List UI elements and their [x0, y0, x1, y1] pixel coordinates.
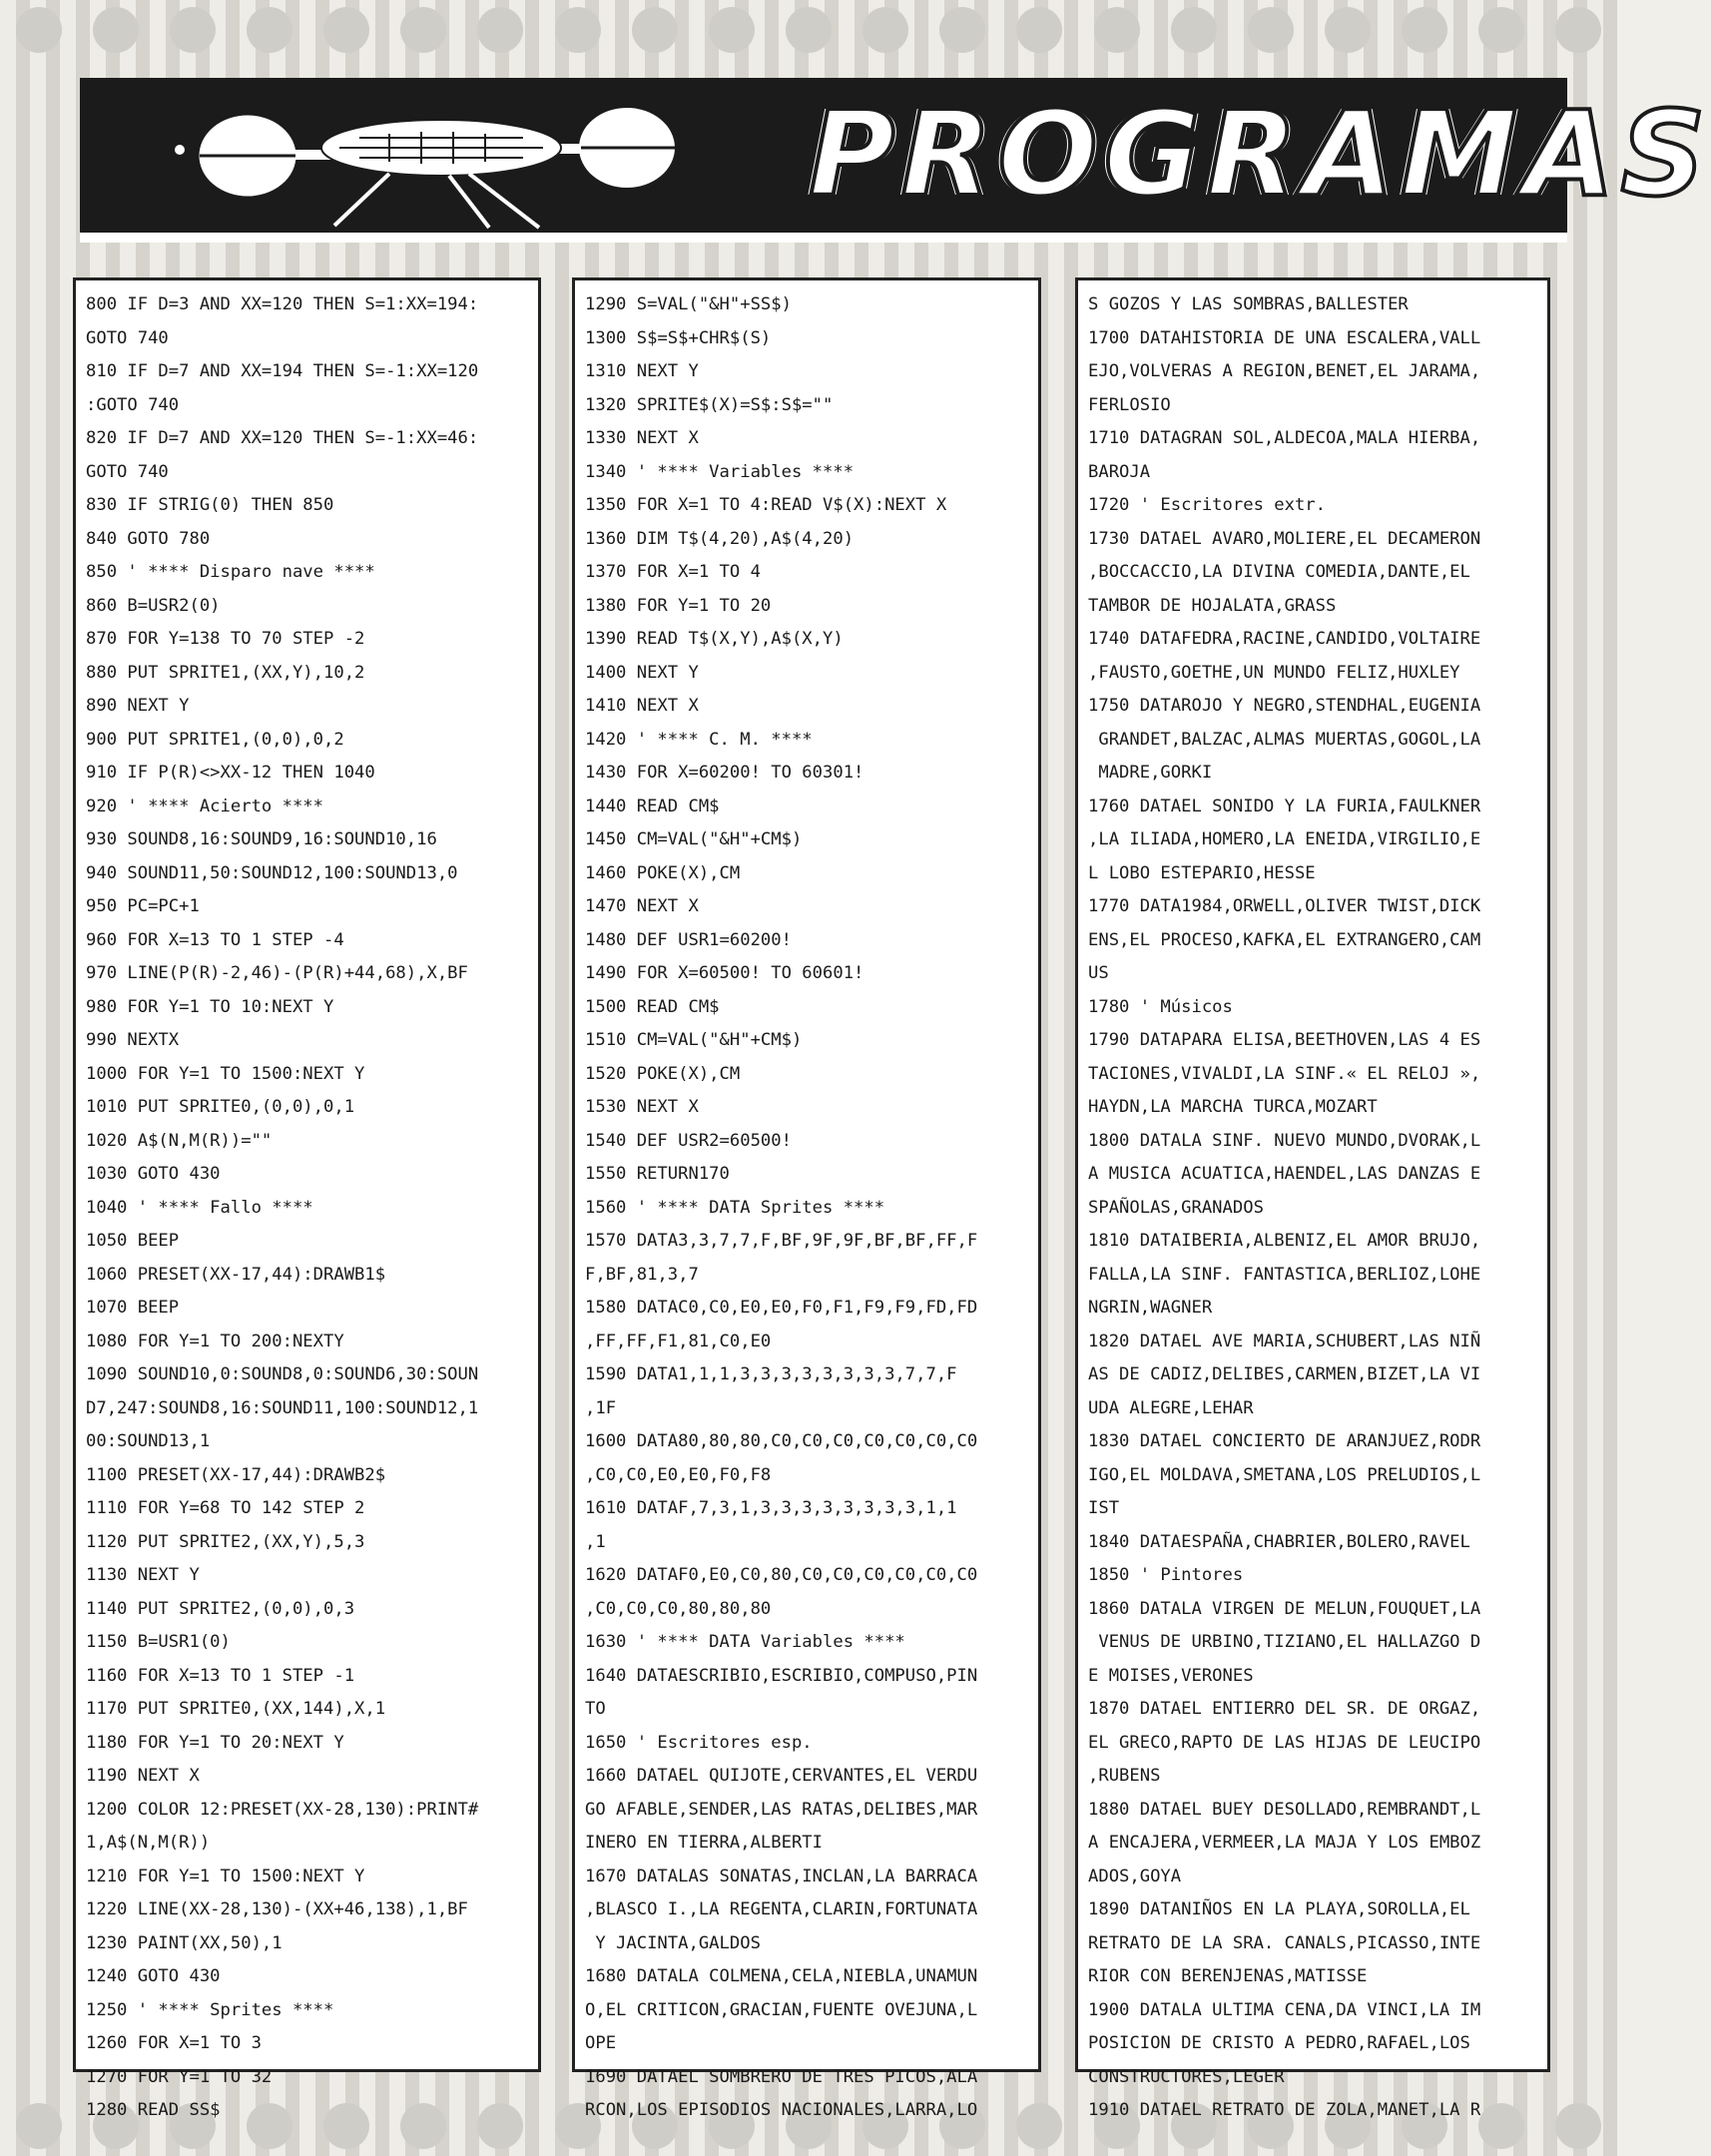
code-line: A MUSICA ACUATICA,HAENDEL,LAS DANZAS E — [1088, 1164, 1481, 1184]
code-line: 1670 DATALAS SONATAS,INCLAN,LA BARRACA — [585, 1866, 978, 1886]
code-line: 1320 SPRITE$(X)=S$:S$="" — [585, 394, 834, 415]
code-line: 1160 FOR X=13 TO 1 STEP -1 — [86, 1665, 355, 1686]
code-line: 1480 DEF USR1=60200! — [585, 929, 792, 950]
code-line: ,BOCCACCIO,LA DIVINA COMEDIA,DANTE,EL — [1088, 562, 1470, 582]
code-line: 1810 DATAIBERIA,ALBENIZ,EL AMOR BRUJO, — [1088, 1231, 1481, 1251]
code-line: 1740 DATAFEDRA,RACINE,CANDIDO,VOLTAIRE — [1088, 629, 1481, 649]
code-line: 1750 DATAROJO Y NEGRO,STENDHAL,EUGENIA — [1088, 696, 1481, 716]
code-line: 1400 NEXT Y — [585, 662, 699, 683]
code-line: 1660 DATAEL QUIJOTE,CERVANTES,EL VERDU — [585, 1766, 978, 1786]
code-line: ,FAUSTO,GOETHE,UN MUNDO FELIZ,HUXLEY — [1088, 662, 1460, 683]
code-line: 960 FOR X=13 TO 1 STEP -4 — [86, 929, 344, 950]
code-line: 1550 RETURN170 — [585, 1164, 730, 1184]
decorative-dot — [1478, 7, 1524, 53]
decorative-dot — [709, 7, 755, 53]
code-line: 1650 ' Escritores esp. — [585, 1732, 813, 1753]
code-line: 1250 ' **** Sprites **** — [86, 1999, 334, 2020]
code-line: 1410 NEXT X — [585, 696, 699, 716]
code-line: 990 NEXTX — [86, 1030, 180, 1050]
code-line: TACIONES,VIVALDI,LA SINF.« EL RELOJ », — [1088, 1063, 1481, 1084]
code-line: VENUS DE URBINO,TIZIANO,EL HALLAZGO D — [1088, 1632, 1481, 1652]
code-line: 970 LINE(P(R)-2,46)-(P(R)+44,68),X,BF — [86, 963, 468, 983]
decorative-dot — [632, 7, 678, 53]
code-line: 840 GOTO 780 — [86, 528, 211, 549]
code-line: F,BF,81,3,7 — [585, 1264, 699, 1285]
code-line: IST — [1088, 1498, 1120, 1518]
code-line: RETRATO DE LA SRA. CANALS,PICASSO,INTE — [1088, 1932, 1481, 1953]
decorative-dot — [1094, 7, 1140, 53]
code-line: 1220 LINE(XX-28,130)-(XX+46,138),1,BF — [86, 1899, 468, 1919]
code-line: 830 IF STRIG(0) THEN 850 — [86, 495, 334, 515]
code-line: 920 ' **** Acierto **** — [86, 796, 323, 816]
code-line: 1330 NEXT X — [585, 428, 699, 448]
code-line: 1470 NEXT X — [585, 896, 699, 916]
decorative-dot — [170, 7, 216, 53]
code-line: 1370 FOR X=1 TO 4 — [585, 562, 761, 582]
code-line: FERLOSIO — [1088, 394, 1171, 415]
code-line: S GOZOS Y LAS SOMBRAS,BALLESTER — [1088, 294, 1409, 314]
code-line: Y JACINTA,GALDOS — [585, 1932, 761, 1953]
code-line: 890 NEXT Y — [86, 696, 190, 716]
decorative-dot — [1248, 7, 1294, 53]
code-line: 1090 SOUND10,0:SOUND8,0:SOUND6,30:SOUN — [86, 1364, 479, 1384]
decorative-dot — [1555, 2103, 1601, 2149]
code-line: 1640 DATAESCRIBIO,ESCRIBIO,COMPUSO,PIN — [585, 1665, 978, 1686]
code-line: 800 IF D=3 AND XX=120 THEN S=1:XX=194: — [86, 294, 479, 314]
code-line: 1850 ' Pintores — [1088, 1565, 1244, 1585]
code-line: SPAÑOLAS,GRANADOS — [1088, 1197, 1264, 1218]
code-line: 1760 DATAEL SONIDO Y LA FURIA,FAULKNER — [1088, 796, 1481, 816]
code-line: 1140 PUT SPRITE2,(0,0),0,3 — [86, 1598, 355, 1619]
decorative-dot — [16, 2103, 62, 2149]
decorative-dot — [862, 7, 908, 53]
code-line: 1450 CM=VAL("&H"+CM$) — [585, 829, 803, 849]
code-line: 1360 DIM T$(4,20),A$(4,20) — [585, 528, 855, 549]
code-line: 1580 DATAC0,C0,E0,E0,F0,F1,F9,F9,FD,FD — [585, 1298, 978, 1318]
code-line: 1870 DATAEL ENTIERRO DEL SR. DE ORGAZ, — [1088, 1699, 1481, 1719]
code-line: 940 SOUND11,50:SOUND12,100:SOUND13,0 — [86, 862, 458, 883]
code-line: 1710 DATAGRAN SOL,ALDECOA,MALA HIERBA, — [1088, 428, 1481, 448]
code-line: 1130 NEXT Y — [86, 1565, 200, 1585]
code-line: 1880 DATAEL BUEY DESOLLADO,REMBRANDT,L — [1088, 1799, 1481, 1820]
code-line: GRANDET,BALZAC,ALMAS MUERTAS,GOGOL,LA — [1088, 729, 1481, 750]
code-line: 810 IF D=7 AND XX=194 THEN S=-1:XX=120 — [86, 361, 479, 381]
program-column-3 — [1075, 277, 1550, 2120]
code-line: 1500 READ CM$ — [585, 996, 720, 1017]
decorative-dot — [16, 7, 62, 53]
code-line: 1170 PUT SPRITE0,(XX,144),X,1 — [86, 1699, 386, 1719]
code-line: 1890 DATANIÑOS EN LA PLAYA,SOROLLA,EL — [1088, 1899, 1470, 1919]
code-line: RCON,LOS EPISODIOS NACIONALES,LARRA,LO — [585, 2100, 978, 2120]
top-dot-border — [0, 0, 1617, 60]
code-line: 1240 GOTO 430 — [86, 1966, 221, 1986]
code-line: 1210 FOR Y=1 TO 1500:NEXT Y — [86, 1866, 365, 1886]
code-line: 1350 FOR X=1 TO 4:READ V$(X):NEXT X — [585, 495, 947, 515]
code-line: O,EL CRITICON,GRACIAN,FUENTE OVEJUNA,L — [585, 1999, 978, 2020]
code-line: 1190 NEXT X — [86, 1766, 200, 1786]
decorative-dot — [400, 7, 446, 53]
code-line: 1,A$(N,M(R)) — [86, 1833, 211, 1853]
code-line: 1520 POKE(X),CM — [585, 1063, 741, 1084]
code-line: D7,247:SOUND8,16:SOUND11,100:SOUND12,1 — [86, 1397, 479, 1418]
code-line: 1540 DEF USR2=60500! — [585, 1130, 792, 1151]
code-line: 1780 ' Músicos — [1088, 996, 1233, 1017]
code-line: 950 PC=PC+1 — [86, 896, 200, 916]
code-line: CONSTRUCTORES,LEGER — [1088, 2066, 1285, 2087]
code-line: 1600 DATA80,80,80,C0,C0,C0,C0,C0,C0,C0 — [585, 1431, 978, 1451]
code-line: ,BLASCO I.,LA REGENTA,CLARIN,FORTUNATA — [585, 1899, 978, 1919]
code-line: ,1F — [585, 1397, 617, 1418]
decorative-dot — [1555, 7, 1601, 53]
code-line: 1020 A$(N,M(R))="" — [86, 1130, 273, 1151]
code-line: 1690 DATAEL SOMBRERO DE TRES PICOS,ALA — [585, 2066, 978, 2087]
code-line: L LOBO ESTEPARIO,HESSE — [1088, 862, 1316, 883]
code-line: 850 ' **** Disparo nave **** — [86, 562, 375, 582]
code-line: 1390 READ T$(X,Y),A$(X,Y) — [585, 629, 844, 649]
code-line: OPE — [585, 2033, 617, 2053]
code-line: 1100 PRESET(XX-17,44):DRAWB2$ — [86, 1464, 386, 1485]
code-line: ,LA ILIADA,HOMERO,LA ENEIDA,VIRGILIO,E — [1088, 829, 1481, 849]
code-line: 1700 DATAHISTORIA DE UNA ESCALERA,VALL — [1088, 327, 1481, 348]
code-line: 1720 ' Escritores extr. — [1088, 495, 1326, 515]
code-line: 1530 NEXT X — [585, 1097, 699, 1117]
code-line: 1080 FOR Y=1 TO 200:NEXTY — [86, 1331, 344, 1351]
banner-stripe — [80, 230, 1567, 243]
code-line: 1430 FOR X=60200! TO 60301! — [585, 763, 864, 783]
code-line: 1060 PRESET(XX-17,44):DRAWB1$ — [86, 1264, 386, 1285]
code-line: NGRIN,WAGNER — [1088, 1298, 1213, 1318]
decorative-dot — [247, 7, 292, 53]
code-line: 1900 DATALA ULTIMA CENA,DA VINCI,LA IM — [1088, 1999, 1481, 2020]
header-banner — [80, 78, 1711, 230]
decorative-dot — [1171, 7, 1217, 53]
code-line: 1260 FOR X=1 TO 3 — [86, 2033, 262, 2053]
decorative-dot — [939, 7, 985, 53]
code-line: 1230 PAINT(XX,50),1 — [86, 1932, 283, 1953]
code-line: 880 PUT SPRITE1,(XX,Y),10,2 — [86, 662, 365, 683]
code-line: 1380 FOR Y=1 TO 20 — [585, 595, 772, 616]
code-line: 1150 B=USR1(0) — [86, 1632, 231, 1652]
code-line: 1460 POKE(X),CM — [585, 862, 741, 883]
code-line: AS DE CADIZ,DELIBES,CARMEN,BIZET,LA VI — [1088, 1364, 1481, 1384]
code-line: 1830 DATAEL CONCIERTO DE ARANJUEZ,RODR — [1088, 1431, 1481, 1451]
code-line: 1620 DATAF0,E0,C0,80,C0,C0,C0,C0,C0,C0 — [585, 1565, 978, 1585]
code-line: 980 FOR Y=1 TO 10:NEXT Y — [86, 996, 334, 1017]
code-line: ENS,EL PROCESO,KAFKA,EL EXTRANGERO,CAM — [1088, 929, 1481, 950]
code-line: 00:SOUND13,1 — [86, 1431, 211, 1451]
code-line: EL GRECO,RAPTO DE LAS HIJAS DE LEUCIPO — [1088, 1732, 1481, 1753]
code-line: 1290 S=VAL("&H"+SS$) — [585, 294, 792, 314]
code-line: 1490 FOR X=60500! TO 60601! — [585, 963, 864, 983]
code-line: UDA ALEGRE,LEHAR — [1088, 1397, 1254, 1418]
code-line: 1770 DATA1984,ORWELL,OLIVER TWIST,DICK — [1088, 896, 1481, 916]
code-line: ,C0,C0,E0,E0,F0,F8 — [585, 1464, 772, 1485]
code-line: HAYDN,LA MARCHA TURCA,MOZART — [1088, 1097, 1378, 1117]
code-line: US — [1088, 963, 1109, 983]
code-line: 1560 ' **** DATA Sprites **** — [585, 1197, 885, 1218]
code-line: INERO EN TIERRA,ALBERTI — [585, 1833, 823, 1853]
code-line: 900 PUT SPRITE1,(0,0),0,2 — [86, 729, 344, 750]
code-line: :GOTO 740 — [86, 394, 180, 415]
code-line: 1820 DATAEL AVE MARIA,SCHUBERT,LAS NIÑ — [1088, 1331, 1481, 1351]
code-line: 910 IF P(R)<>XX-12 THEN 1040 — [86, 763, 375, 783]
code-line: 1800 DATALA SINF. NUEVO MUNDO,DVORAK,L — [1088, 1130, 1481, 1151]
code-line: EJO,VOLVERAS A REGION,BENET,EL JARAMA, — [1088, 361, 1481, 381]
code-line: A ENCAJERA,VERMEER,LA MAJA Y LOS EMBOZ — [1088, 1833, 1481, 1853]
code-line: 1200 COLOR 12:PRESET(XX-28,130):PRINT# — [86, 1799, 479, 1820]
code-line: 930 SOUND8,16:SOUND9,16:SOUND10,16 — [86, 829, 437, 849]
decorative-dot — [555, 7, 601, 53]
code-line: 1420 ' **** C. M. **** — [585, 729, 813, 750]
code-line: 1280 READ SS$ — [86, 2100, 221, 2120]
code-line: 1180 FOR Y=1 TO 20:NEXT Y — [86, 1732, 344, 1753]
code-line: 1050 BEEP — [86, 1231, 180, 1251]
code-line: ,RUBENS — [1088, 1766, 1161, 1786]
code-line: GOTO 740 — [86, 327, 169, 348]
code-line: ,FF,FF,F1,81,C0,E0 — [585, 1331, 772, 1351]
code-line: 1510 CM=VAL("&H"+CM$) — [585, 1030, 803, 1050]
code-line: 1310 NEXT Y — [585, 361, 699, 381]
decorative-dot — [93, 7, 139, 53]
code-line: MADRE,GORKI — [1088, 763, 1213, 783]
decorative-dot — [1325, 7, 1371, 53]
page-title: PROGRAMAS — [809, 85, 1711, 223]
code-line: 1110 FOR Y=68 TO 142 STEP 2 — [86, 1498, 365, 1518]
code-line: RIOR CON BERENJENAS,MATISSE — [1088, 1966, 1368, 1986]
code-line: IGO,EL MOLDAVA,SMETANA,LOS PRELUDIOS,L — [1088, 1464, 1481, 1485]
program-column-2 — [572, 277, 1041, 2120]
code-line: GO AFABLE,SENDER,LAS RATAS,DELIBES,MAR — [585, 1799, 978, 1820]
code-line: 1040 ' **** Fallo **** — [86, 1197, 313, 1218]
code-line: POSICION DE CRISTO A PEDRO,RAFAEL,LOS — [1088, 2033, 1470, 2053]
code-line: E MOISES,VERONES — [1088, 1665, 1254, 1686]
program-column-1 — [73, 277, 541, 2120]
code-line: 1910 DATAEL RETRATO DE ZOLA,MANET,LA R — [1088, 2100, 1481, 2120]
code-line: 1680 DATALA COLMENA,CELA,NIEBLA,UNAMUN — [585, 1966, 978, 1986]
code-line: 820 IF D=7 AND XX=120 THEN S=-1:XX=46: — [86, 428, 479, 448]
code-line: 1120 PUT SPRITE2,(XX,Y),5,3 — [86, 1531, 365, 1552]
code-line: 870 FOR Y=138 TO 70 STEP -2 — [86, 629, 365, 649]
code-line: TO — [585, 1699, 606, 1719]
code-line: ,1 — [585, 1531, 606, 1552]
code-line: ,C0,C0,C0,80,80,80 — [585, 1598, 772, 1619]
code-line: GOTO 740 — [86, 461, 169, 482]
code-line: 1590 DATA1,1,1,3,3,3,3,3,3,3,3,7,7,F — [585, 1364, 957, 1384]
code-line: 1300 S$=S$+CHR$(S) — [585, 327, 772, 348]
decorative-dot — [786, 7, 832, 53]
code-line: 1610 DATAF,7,3,1,3,3,3,3,3,3,3,3,1,1 — [585, 1498, 957, 1518]
decorative-dot — [1402, 7, 1447, 53]
code-line: 1000 FOR Y=1 TO 1500:NEXT Y — [86, 1063, 365, 1084]
code-line: TAMBOR DE HOJALATA,GRASS — [1088, 595, 1337, 616]
code-line: 1010 PUT SPRITE0,(0,0),0,1 — [86, 1097, 355, 1117]
code-line: 1070 BEEP — [86, 1298, 180, 1318]
code-line: 1630 ' **** DATA Variables **** — [585, 1632, 905, 1652]
code-line: 1270 FOR Y=1 TO 32 — [86, 2066, 273, 2087]
code-line: 1840 DATAESPAÑA,CHABRIER,BOLERO,RAVEL — [1088, 1531, 1470, 1552]
decorative-dot — [1016, 7, 1062, 53]
decorative-dot — [477, 7, 523, 53]
code-line: 1030 GOTO 430 — [86, 1164, 221, 1184]
code-line: 1860 DATALA VIRGEN DE MELUN,FOUQUET,LA — [1088, 1598, 1481, 1619]
code-line: BAROJA — [1088, 461, 1151, 482]
decorative-dot — [323, 7, 369, 53]
code-line: FALLA,LA SINF. FANTASTICA,BERLIOZ,LOHE — [1088, 1264, 1481, 1285]
code-line: 1440 READ CM$ — [585, 796, 720, 816]
code-line: 860 B=USR2(0) — [86, 595, 221, 616]
code-line: 1730 DATAEL AVARO,MOLIERE,EL DECAMERON — [1088, 528, 1481, 549]
code-line: ADOS,GOYA — [1088, 1866, 1182, 1886]
spaceship-logo-icon — [160, 88, 719, 228]
code-line: 1570 DATA3,3,7,7,F,BF,9F,9F,BF,BF,FF,F — [585, 1231, 978, 1251]
code-line: 1790 DATAPARA ELISA,BEETHOVEN,LAS 4 ES — [1088, 1030, 1481, 1050]
code-line: 1340 ' **** Variables **** — [585, 461, 855, 482]
